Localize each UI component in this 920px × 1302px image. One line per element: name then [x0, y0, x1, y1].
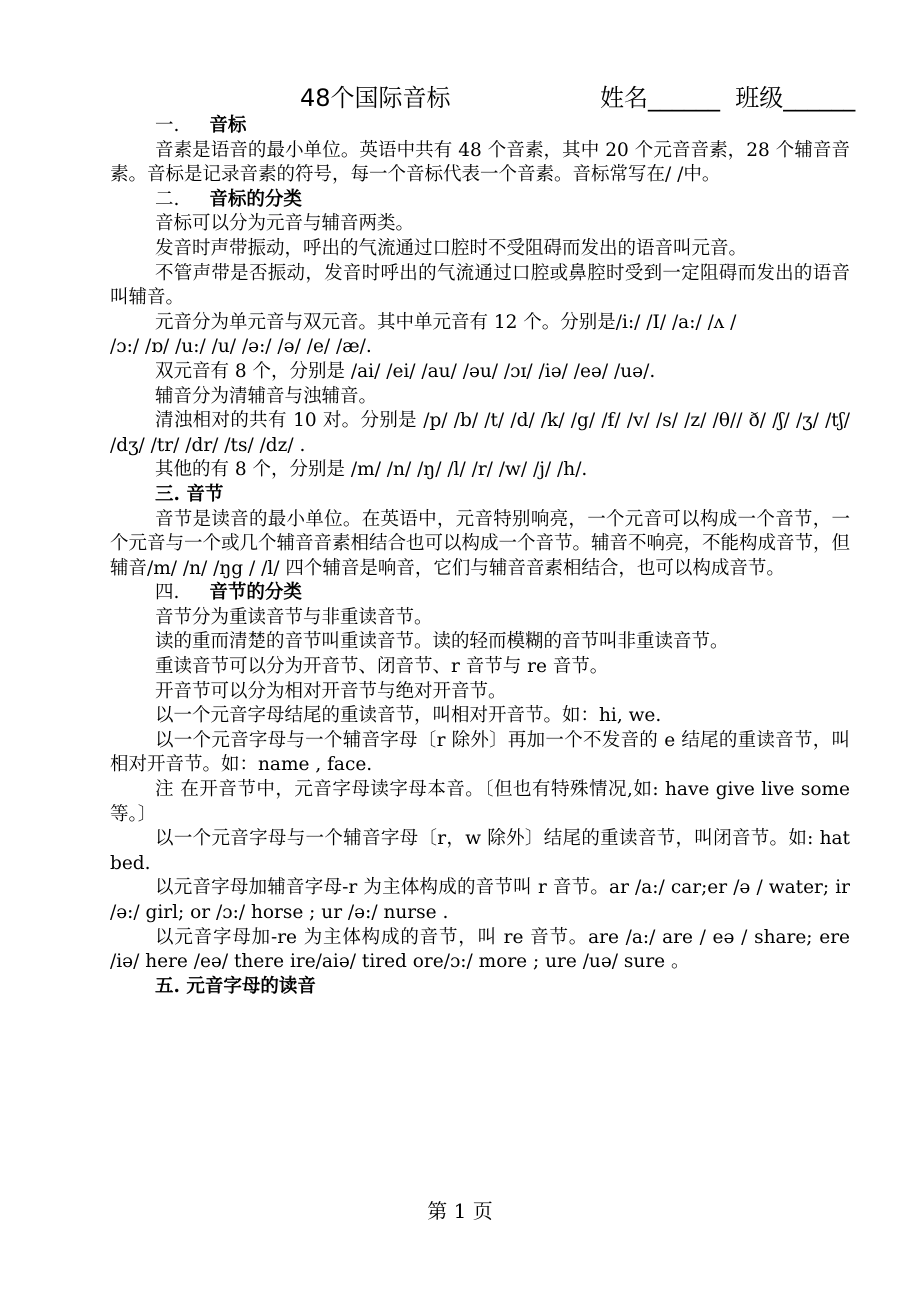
- section-title: 音标的分类: [209, 188, 302, 210]
- paragraph: 开音节可以分为相对开音节与绝对开音节。: [155, 680, 507, 702]
- paragraph: 注 在开音节中，元音字母读字母本音。〔但也有特殊情况,如: have give live some 等。〕: [110, 779, 850, 825]
- section-heading-5: 五. 元音字母的读音: [155, 975, 316, 997]
- section-number: 一.: [155, 115, 180, 136]
- class-field: 班级______: [735, 84, 856, 112]
- paragraph: 发音时声带振动，呼出的气流通过口腔时不受阻碍而发出的语音叫元音。: [155, 237, 748, 259]
- page-footer: 第 1 页: [427, 1199, 493, 1223]
- section-heading-4: [110, 581, 850, 606]
- paragraph: 以元音字母加-re 为主体构成的音节，叫 re 音节。are /a:/ are / eə / share; ere /iə/ here /eə/ there ire/aiə/ tired ore/ɔ:/ more ; ure /uə/ sure 。: [110, 926, 850, 973]
- paragraph: 音节分为重读音节与非重读音节。: [155, 606, 433, 628]
- paragraph: 以一个元音字母与一个辅音字母〔r，w 除外〕结尾的重读音节，叫闭音节。如: hat bed.: [110, 828, 850, 874]
- paragraph: /ɔ:/ /ɒ/ /u:/ /u/ /ə:/ /ə/ /e/ /æ/.: [110, 336, 372, 358]
- document-title: 48个国际音标: [300, 84, 451, 112]
- paragraph: 读的重而清楚的音节叫重读音节。读的轻而模糊的音节叫非重读音节。: [155, 631, 729, 653]
- section-heading-3: 三. 音节: [155, 483, 224, 505]
- section-heading-2: [110, 188, 850, 213]
- paragraph: 元音分为单元音与双元音。其中单元音有 12 个。分别是/i:/ /I/ /a:/ /ʌ /: [155, 311, 737, 333]
- section-title: 音节的分类: [209, 582, 302, 604]
- paragraph: 重读音节可以分为开音节、闭音节、r 音节与 re 音节。: [155, 656, 609, 678]
- paragraph: 音素是语音的最小单位。英语中共有 48 个音素，其中 20 个元音音素，28 个辅音音素。音标是记录音素的符号，每一个音标代表一个音素。音标常写在/ /中。: [110, 139, 850, 186]
- document-body: [110, 114, 850, 999]
- name-field: 姓名______: [600, 84, 720, 112]
- section-title: 音标: [209, 115, 247, 136]
- paragraph: 以元音字母加辅音字母-r 为主体构成的音节叫 r 音节。ar /a:/ car;er /ə / water; ir /ə:/ girl; or /ɔ:/ horse ; ur /ə:/ nurse .: [110, 877, 850, 923]
- paragraph: 不管声带是否振动，发音时呼出的气流通过口腔或鼻腔时受到一定阻碍而发出的语音叫辅音。: [110, 262, 850, 309]
- paragraph: 以一个元音字母结尾的重读音节，叫相对开音节。如：hi, we.: [155, 705, 662, 727]
- paragraph: 其他的有 8 个，分别是 /m/ /n/ /ŋ/ /l/ /r/ /w/ /j/ /h/.: [155, 459, 588, 481]
- paragraph: 双元音有 8 个，分别是 /ai/ /ei/ /au/ /əu/ /ɔɪ/ /iə/ /eə/ /uə/.: [155, 360, 656, 382]
- paragraph: 清浊相对的共有 10 对。分别是 /p/ /b/ /t/ /d/ /k/ /g/ /f/ /v/ /s/ /z/ /θ// ð/ /ʃ/ /ʒ/ /tʃ/ /dʒ/ /tr/ /dr/ /ts/ /dz/ .: [110, 410, 850, 456]
- section-number: 四.: [155, 582, 180, 604]
- paragraph: 以一个元音字母与一个辅音字母〔r 除外〕再加一个不发音的 e 结尾的重读音节，叫相对开音节。如：name , face.: [110, 729, 850, 776]
- paragraph: 音节是读音的最小单位。在英语中，元音特别响亮，一个元音可以构成一个音节，一个元音与一个或几个辅音音素相结合也可以构成一个音节。辅音不响亮，不能构成音节，但辅音/m/ /n/ /ŋg / /l/ 四个辅音是响音，它们与辅音音素相结合，也可以构成音节。: [110, 508, 851, 579]
- paragraph: 音标可以分为元音与辅音两类。: [155, 213, 415, 235]
- section-number: 二.: [155, 188, 180, 210]
- paragraph: 辅音分为清辅音与浊辅音。: [155, 385, 378, 407]
- section-heading-1: [110, 114, 850, 139]
- document-title-line: [300, 83, 915, 113]
